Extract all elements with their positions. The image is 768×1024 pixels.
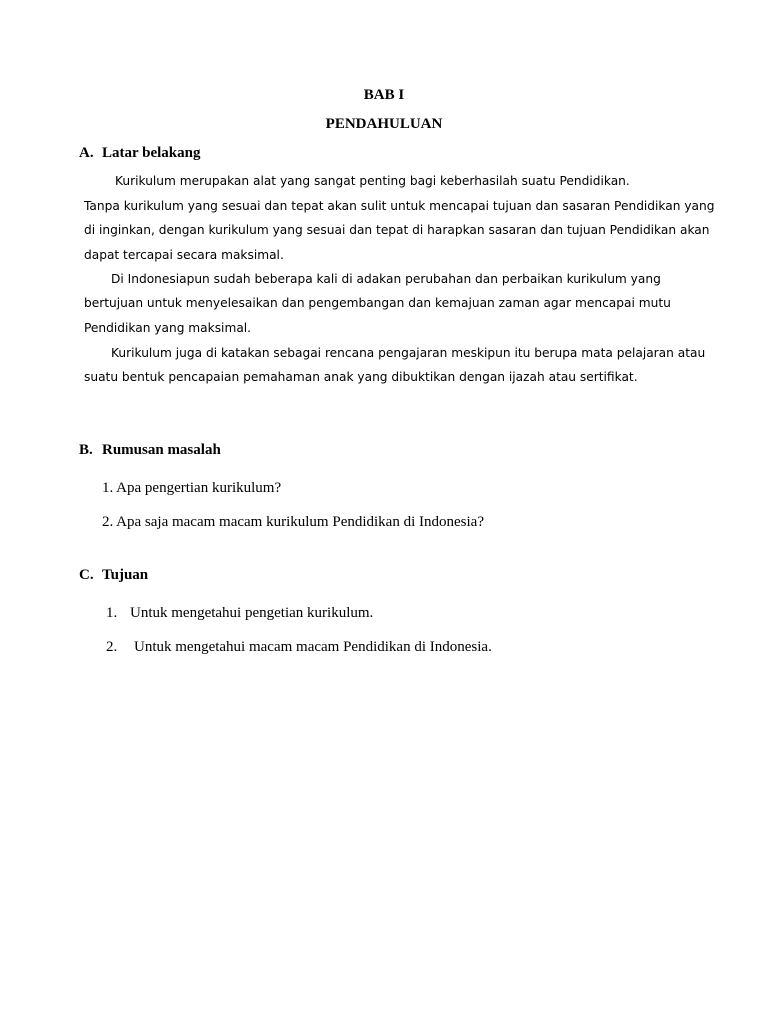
list-item-number: 2.: [106, 639, 118, 655]
section-b-heading: [79, 442, 221, 459]
section-a-title: Latar belakang: [102, 145, 201, 161]
list-item: 1. Apa pengertian kurikulum?: [102, 480, 282, 496]
section-c-title: Tujuan: [102, 567, 149, 583]
paragraph-line: bertujuan untuk menyelesaikan dan pengembangan dan kemajuan zaman agar mencapai mutu: [84, 296, 671, 310]
paragraph-line: di inginkan, dengan kurikulum yang sesuai dan tepat di harapkan sasaran dan tujuan Pendidikan akan: [84, 223, 710, 237]
paragraph-line: suatu bentuk pencapaian pemahaman anak yang dibuktikan dengan ijazah atau sertifikat.: [84, 370, 638, 384]
section-b-title: Rumusan masalah: [102, 442, 221, 458]
list-item-number: 1.: [106, 605, 118, 621]
paragraph-line: Tanpa kurikulum yang sesuai dan tepat akan sulit untuk mencapai tujuan dan sasaran Pendidikan yang: [84, 199, 715, 213]
paragraph-line: dapat tercapai secara maksimal.: [84, 248, 284, 262]
paragraph-line: Di Indonesiapun sudah beberapa kali di adakan perubahan dan perbaikan kurikulum yang: [111, 272, 661, 286]
paragraph-line: Pendidikan yang maksimal.: [84, 321, 252, 335]
list-item: [106, 639, 492, 656]
chapter-title: PENDAHULUAN: [325, 116, 443, 132]
list-item: 2. Apa saja macam macam kurikulum Pendidikan di Indonesia?: [102, 514, 484, 530]
list-item-text: Untuk mengetahui pengetian kurikulum.: [130, 605, 374, 621]
paragraph-line: Kurikulum juga di katakan sebagai rencana pengajaran meskipun itu berupa mata pelajaran atau: [111, 346, 706, 360]
section-c-heading: [79, 567, 148, 584]
section-a-letter: A.: [79, 145, 94, 161]
list-item-text: Untuk mengetahui macam macam Pendidikan di Indonesia.: [134, 639, 492, 655]
section-b-letter: B.: [79, 442, 93, 458]
section-c-letter: C.: [79, 567, 94, 583]
section-a-heading: [79, 145, 201, 162]
chapter-number: BAB I: [363, 87, 405, 103]
list-item: [106, 605, 374, 622]
paragraph-line: Kurikulum merupakan alat yang sangat penting bagi keberhasilah suatu Pendidikan.: [115, 174, 630, 188]
